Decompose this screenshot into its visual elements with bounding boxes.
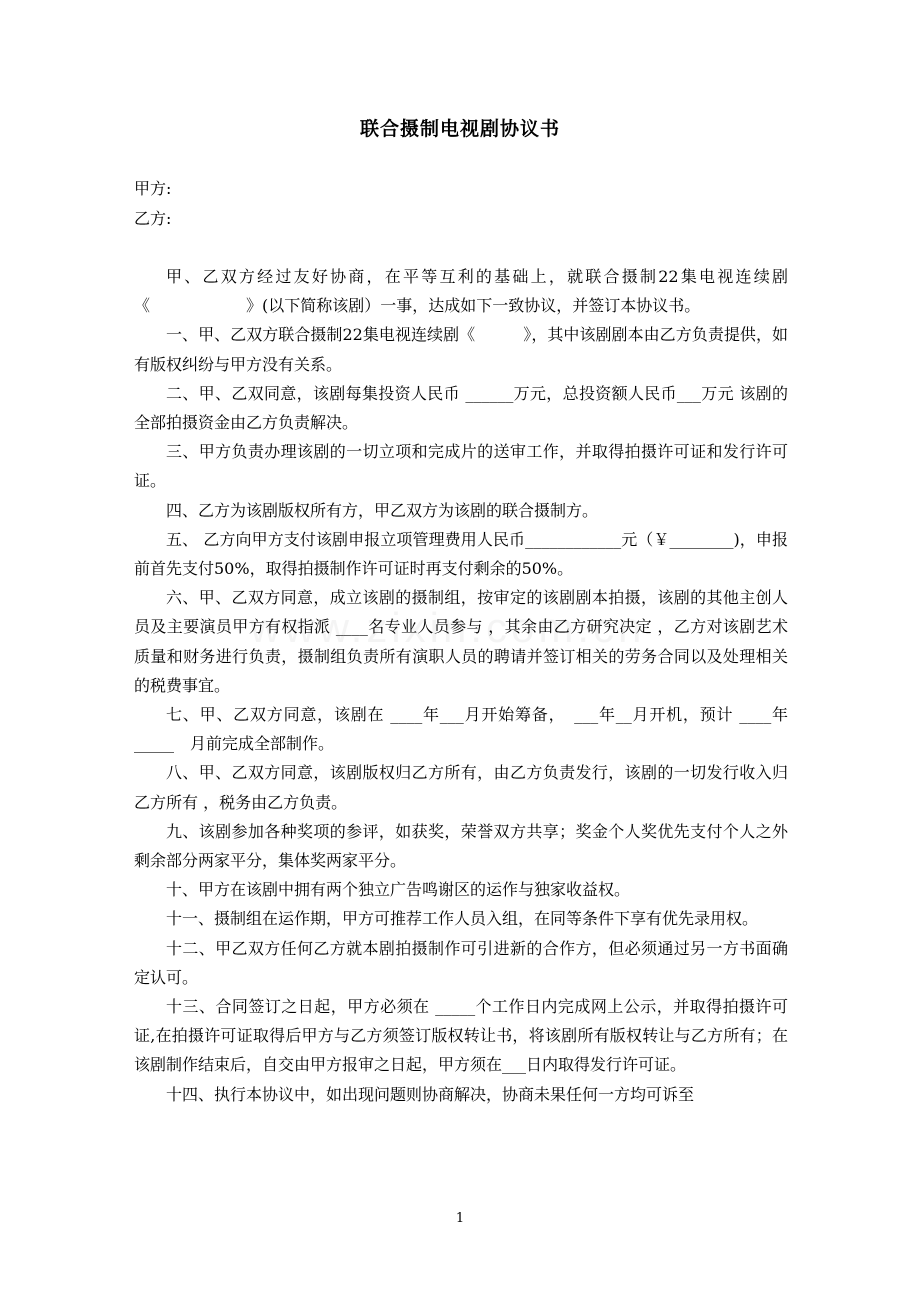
paragraph: 一、甲、乙双方联合摄制22集电视连续剧《 》，其中该剧剧本由乙方负责提供，如有版权纠纷与甲方没有关系。 xyxy=(134,325,788,374)
document-title: 联合摄制电视剧协议书 xyxy=(359,118,560,140)
paragraph: 八、甲、乙双方同意，该剧版权归乙方所有，由乙方负责发行，该剧的一切发行收入归乙方所有 ，税务由乙方负责。 xyxy=(134,763,788,812)
paragraph: 五、 乙方向甲方支付该剧申报立项管理费用人民币____________元（￥________)，申报前首先支付50%，取得拍摄制作许可证时再支付剩余的50%。 xyxy=(134,529,788,579)
paragraph: 十一、摄制组在运作期，甲方可推荐工作人员入组，在同等条件下享有优先录用权。 xyxy=(166,909,759,929)
paragraph: 三、甲方负责办理该剧的一切立项和完成片的送审工作，并取得拍摄许可证和发行许可证。 xyxy=(134,442,788,491)
paragraph: 十四、执行本协议中，如出现问题则协商解决，协商未果任何一方均可诉至 xyxy=(166,1084,695,1104)
paragraph: 十二、甲乙双方任何乙方就本剧拍摄制作可引进新的合作方，但必须通过另一方书面确定认可。 xyxy=(134,938,788,987)
paragraph: 甲、乙双方经过友好协商，在平等互利的基础上，就联合摄制22集电视连续剧《 》(以下简称该剧）一事，达成如下一致协议，并签订本协议书。 xyxy=(134,267,788,316)
paragraph: 十、甲方在该剧中拥有两个独立广告鸣谢区的运作与独家收益权。 xyxy=(166,880,631,900)
paragraph: 七、甲、乙双方同意，该剧在 ____年___月开始筹备， ___年__月开机，预计 ____年_____ 月前完成全部制作。 xyxy=(134,705,788,754)
paragraph: 二、甲、乙双同意，该剧每集投资人民币 ______万元，总投资额人民币___万元 该剧的全部拍摄资金由乙方负责解决。 xyxy=(134,383,788,433)
party-a-label: 甲方: xyxy=(134,179,172,198)
party-b-label: 乙方: xyxy=(134,209,172,228)
document-body xyxy=(134,262,788,1109)
paragraph: 六、甲、乙双方同意，成立该剧的摄制组，按审定的该剧剧本拍摄，该剧的其他主创人员及主要演员甲方有权指派 ____名专业人员参与 ，其余由乙方研究决定 ，乙方对该剧艺术质量和财务进行负责，摄制组负责所有演职人员的聘请并签订相关的劳务合同以及处理相关的税费事宜。 xyxy=(134,588,788,695)
paragraph: 四、乙方为该剧版权所有方，甲乙双方为该剧的联合摄制方。 xyxy=(166,500,599,520)
page-number: 1 xyxy=(455,1211,465,1226)
paragraph: 九、该剧参加各种奖项的参评，如获奖，荣誉双方共享；奖金个人奖优先支付个人之外剩余部分两家平分，集体奖两家平分。 xyxy=(134,821,788,871)
paragraph: 十三、合同签订之日起，甲方必须在 _____个工作日内完成网上公示，并取得拍摄许可证,在拍摄许可证取得后甲方与乙方须签订版权转让书，将该剧所有版权转让与乙方所有；在该剧制作结束后，自交由甲方报审之日起，甲方须在___日内取得发行许可证。 xyxy=(134,997,788,1075)
